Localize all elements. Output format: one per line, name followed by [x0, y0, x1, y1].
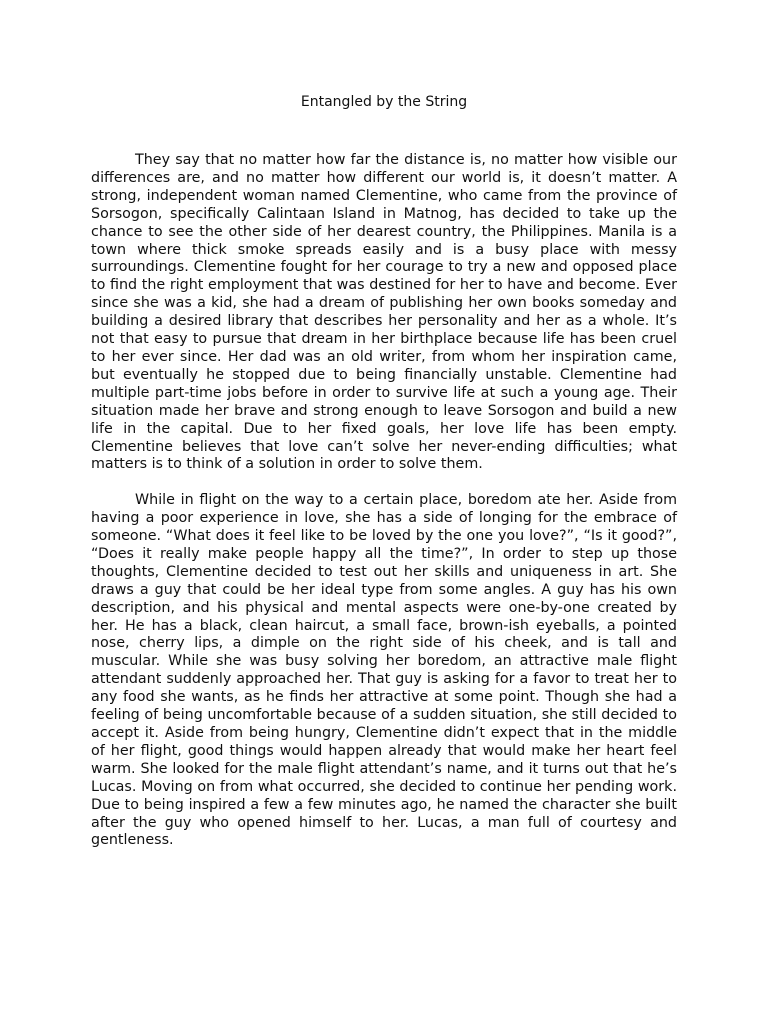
paragraph-2: While in flight on the way to a certain place, boredom ate her. Aside from having a poor experience in love, she has a side of longing for the embrace of someone. “What does it feel like to be loved by the one you love?”, “Is it good?”, “Does it really make people happy all the time?”, In order to step up those thoughts, Clementine decided to test out her skills and uniqueness in art. She draws a guy that could be her ideal type from some angles. A guy has his own description, and his physical and mental aspects were one-by-one created by her. He has a black, clean haircut, a small face, brown-ish eyeballs, a pointed nose, cherry lips, a dimple on the right side of his cheek, and is tall and muscular. While she was busy solving her boredom, an attractive male flight attendant suddenly approached her. That guy is asking for a favor to treat her to any food she wants, as he finds her attractive at some point. Though she had a feeling of being uncomfortable because of a sudden situation, she still decided to accept it. Aside from being hungry, Clementine didn’t expect that in the middle of her flight, good things would happen already that would make her heart feel warm. She looked for the male flight attendant’s name, and it turns out that he’s Lucas. Moving on from what occurred, she decided to continue her pending work. Due to being inspired a few a few minutes ago, he named the character she built after the guy who opened himself to her. Lucas, a man full of courtesy and gentleness. — [91, 492, 677, 849]
document-title: Entangled by the String — [300, 94, 468, 110]
paragraph-1: They say that no matter how far the distance is, no matter how visible our differences are, and no matter how different our world is, it doesn’t matter. A strong, independent woman named Clementine, who came from the province of Sorsogon, specifically Calintaan Island in Matnog, has decided to take up the chance to see the other side of her dearest country, the Philippines. Manila is a town where thick smoke spreads easily and is a busy place with messy surroundings. Clementine fought for her courage to try a new and opposed place to find the right employment that was destined for her to have and become. Ever since she was a kid, she had a dream of publishing her own books someday and building a desired library that describes her personality and her as a whole. It’s not that easy to pursue that dream in her birthplace because life has been cruel to her ever since. Her dad was an old writer, from whom her inspiration came, but eventually he stopped due to being financially unstable. Clementine had multiple part-time jobs before in order to survive life at such a young age. Their situation made her brave and strong enough to leave Sorsogon and build a new life in the capital. Due to her fixed goals, her love life has been empty. Clementine believes that love can’t solve her never-ending difficulties; what matters is to think of a solution in order to solve them. — [91, 152, 677, 473]
document-body — [91, 152, 677, 850]
